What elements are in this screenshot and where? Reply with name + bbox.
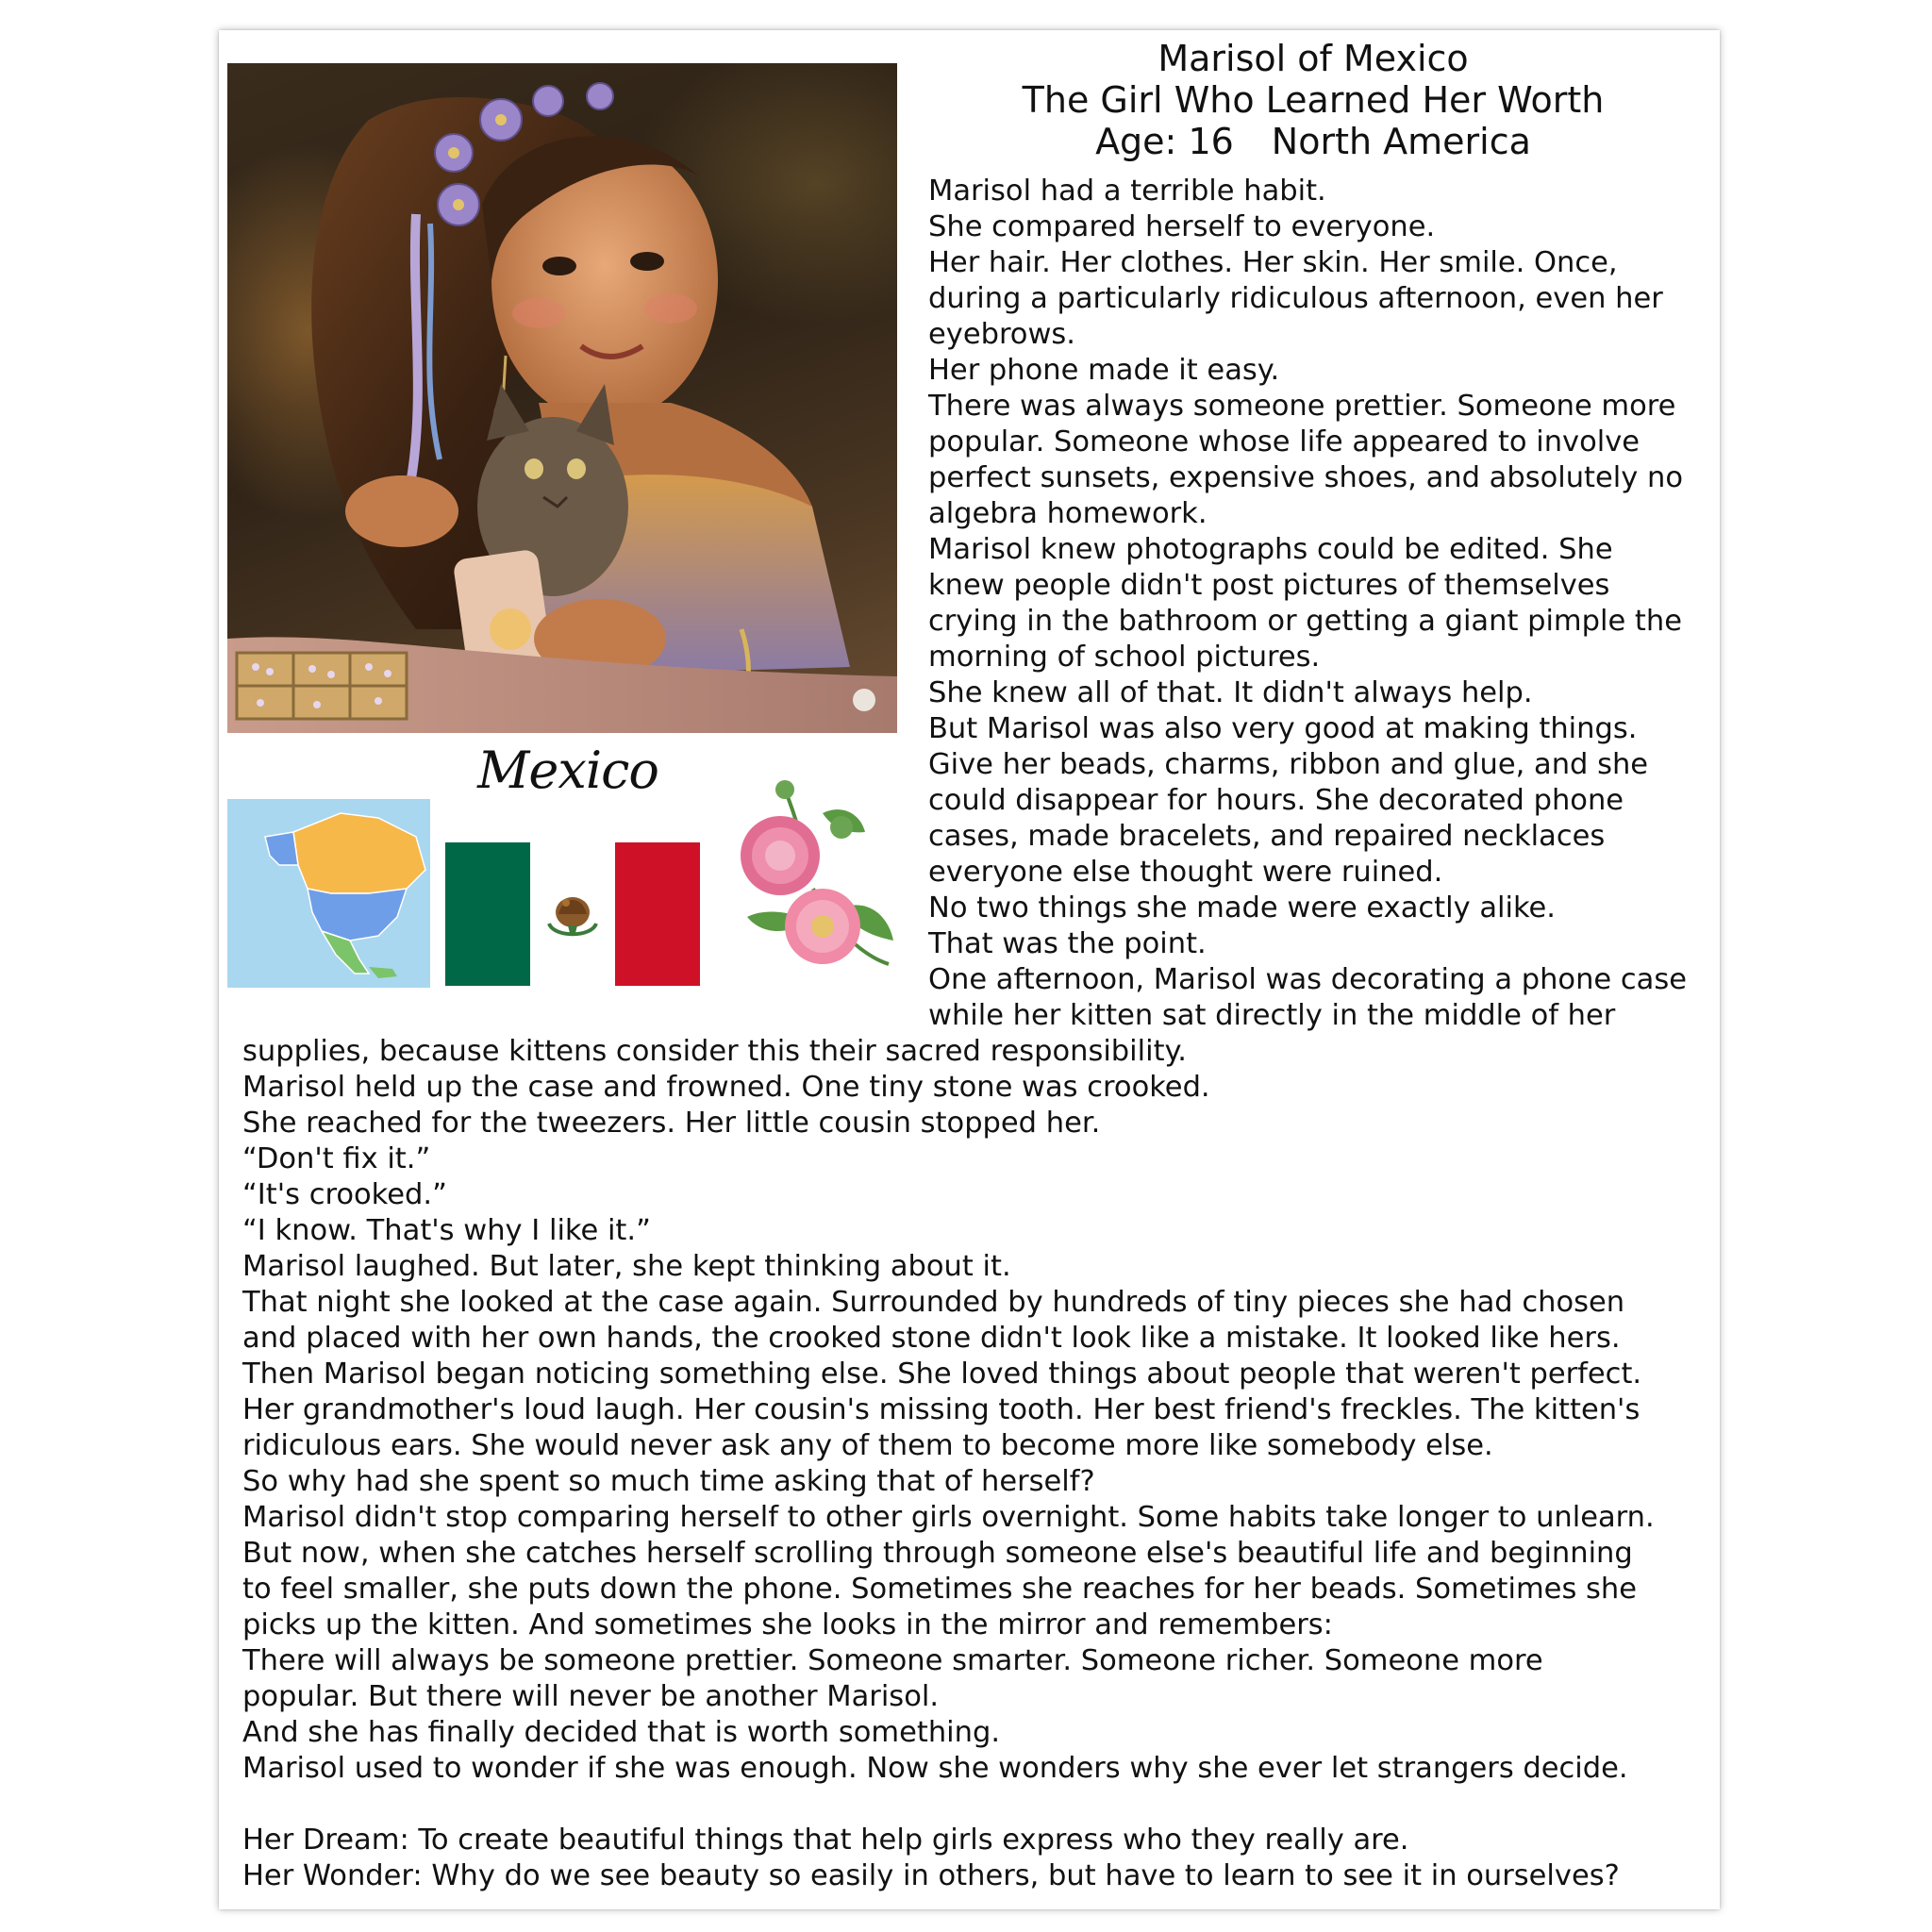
dahlia-icon <box>728 775 898 988</box>
story-line: She compared herself to everyone. <box>928 210 1436 243</box>
dahlia-flower-illustration <box>728 775 898 988</box>
paragraph-gap <box>242 1787 1714 1823</box>
flag-green-stripe <box>445 842 530 986</box>
story-line: while her kitten sat directly in the middle of her <box>928 999 1616 1032</box>
story-line: And she has finally decided that is worth something. <box>242 1716 1001 1749</box>
age-label: Age: 16 <box>1095 121 1234 162</box>
story-line: Her phone made it easy. <box>928 354 1280 387</box>
story-line: Her grandmother's loud laugh. Her cousin's missing tooth. Her best friend's freckles. The kitten's <box>242 1393 1641 1426</box>
story-line: and placed with her own hands, the crooked stone didn't look like a mistake. It looked like hers. <box>242 1322 1621 1355</box>
story-line: That was the point. <box>928 927 1207 960</box>
country-label: Mexico <box>477 741 658 800</box>
mexico-flag <box>445 842 700 986</box>
story-line: “Don't fix it.” <box>242 1142 431 1175</box>
story-line: But Marisol was also very good at making things. <box>928 712 1638 745</box>
story-line: could disappear for hours. She decorated phone <box>928 784 1624 817</box>
story-line: Marisol used to wonder if she was enough. Now she wonders why she ever let strangers decide. <box>242 1752 1628 1785</box>
story-line: Marisol held up the case and frowned. One tiny stone was crooked. <box>242 1071 1210 1104</box>
story-line: eyebrows. <box>928 318 1075 351</box>
story-line: No two things she made were exactly alike. <box>928 891 1556 924</box>
story-line: That night she looked at the case again. Surrounded by hundreds of tiny pieces she had chosen <box>242 1286 1625 1319</box>
story-line: to feel smaller, she puts down the phone. Sometimes she reaches for her beads. Sometimes she <box>242 1573 1638 1606</box>
story-line: “I know. That's why I like it.” <box>242 1214 651 1247</box>
story-text-lower <box>242 1034 1714 1894</box>
story-line: But now, when she catches herself scrolling through someone else's beautiful life and beginning <box>242 1537 1633 1570</box>
title-block <box>926 38 1700 162</box>
story-line: One afternoon, Marisol was decorating a phone case <box>928 963 1687 996</box>
story-line: She knew all of that. It didn't always help. <box>928 676 1533 709</box>
map-image <box>227 799 430 988</box>
story-line: Then Marisol began noticing something else. She loved things about people that weren't perfect. <box>242 1357 1642 1391</box>
eagle-emblem-icon <box>540 886 606 944</box>
story-line: There will always be someone prettier. Someone smarter. Someone richer. Someone more <box>242 1644 1543 1677</box>
story-line: popular. But there will never be another Marisol. <box>242 1680 940 1713</box>
story-line: She reached for the tweezers. Her little cousin stopped her. <box>242 1107 1101 1140</box>
her-wonder-line: Her Wonder: Why do we see beauty so easily in others, but have to learn to see it in ourselves? <box>242 1859 1620 1892</box>
story-line: morning of school pictures. <box>928 641 1321 674</box>
flag-red-stripe <box>615 842 700 986</box>
story-line: “It's crooked.” <box>242 1178 447 1211</box>
her-dream-line: Her Dream: To create beautiful things that help girls express who they really are. <box>242 1824 1409 1857</box>
story-line: Marisol had a terrible habit. <box>928 175 1326 208</box>
story-line: Give her beads, charms, ribbon and glue, and she <box>928 748 1649 781</box>
story-line: picks up the kitten. And sometimes she looks in the mirror and remembers: <box>242 1608 1333 1641</box>
story-line: So why had she spent so much time asking that of herself? <box>242 1465 1095 1498</box>
story-line: popular. Someone whose life appeared to involve <box>928 425 1641 458</box>
story-line: during a particularly ridiculous afternoon, even her <box>928 282 1663 315</box>
story-line: Marisol laughed. But later, she kept thinking about it. <box>242 1250 1011 1283</box>
story-line: Marisol didn't stop comparing herself to other girls overnight. Some habits take longer to unlearn. <box>242 1501 1655 1534</box>
story-line: There was always someone prettier. Someone more <box>928 390 1676 423</box>
story-subtitle: The Girl Who Learned Her Worth <box>1022 79 1605 121</box>
girl-with-kitten-image <box>227 63 897 733</box>
story-line: Her hair. Her clothes. Her skin. Her smile. Once, <box>928 246 1618 279</box>
story-line: everyone else thought were ruined. <box>928 856 1443 889</box>
story-title: Marisol of Mexico <box>1158 38 1469 79</box>
story-line: supplies, because kittens consider this their sacred responsibility. <box>242 1035 1187 1068</box>
story-line: perfect sunsets, expensive shoes, and absolutely no <box>928 461 1683 494</box>
story-page <box>219 30 1720 1909</box>
story-text-upper <box>928 174 1716 1034</box>
story-line: cases, made bracelets, and repaired necklaces <box>928 820 1606 853</box>
story-line: algebra homework. <box>928 497 1208 530</box>
north-america-map <box>227 799 430 988</box>
story-line: crying in the bathroom or getting a giant pimple the <box>928 605 1682 638</box>
portrait-illustration <box>227 63 897 733</box>
story-line: Marisol knew photographs could be edited. She <box>928 533 1613 566</box>
region-label: North America <box>1271 121 1531 162</box>
story-line: knew people didn't post pictures of themselves <box>928 569 1610 602</box>
story-line: ridiculous ears. She would never ask any of them to become more like somebody else. <box>242 1429 1493 1462</box>
age-region-line <box>926 121 1700 162</box>
